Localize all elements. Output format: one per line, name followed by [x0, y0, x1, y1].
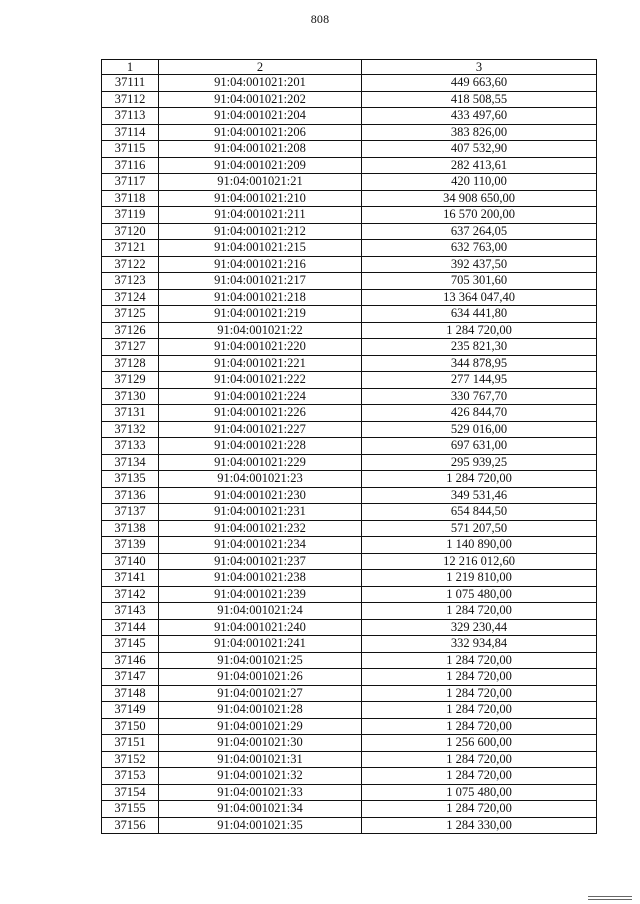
cadastral-value-cell: 1 075 480,00 — [362, 586, 597, 603]
table-row — [102, 355, 597, 372]
cadastral-value-cell: 1 140 890,00 — [362, 537, 597, 554]
table-row — [102, 735, 597, 752]
cadastral-value-cell: 392 437,50 — [362, 256, 597, 273]
row-index-cell: 37146 — [102, 652, 159, 669]
row-index-cell: 37132 — [102, 421, 159, 438]
cadastral-number-cell: 91:04:001021:35 — [159, 817, 362, 834]
row-index-cell: 37144 — [102, 619, 159, 636]
table-row — [102, 108, 597, 125]
cadastral-value-cell: 330 767,70 — [362, 388, 597, 405]
table-row — [102, 75, 597, 92]
row-index-cell: 37118 — [102, 190, 159, 207]
cadastral-value-cell: 1 284 720,00 — [362, 471, 597, 488]
row-index-cell: 37115 — [102, 141, 159, 158]
table-row — [102, 174, 597, 191]
row-index-cell: 37152 — [102, 751, 159, 768]
cadastral-number-cell: 91:04:001021:208 — [159, 141, 362, 158]
row-index-cell: 37151 — [102, 735, 159, 752]
cadastral-number-cell: 91:04:001021:211 — [159, 207, 362, 224]
cadastral-number-cell: 91:04:001021:27 — [159, 685, 362, 702]
table-row — [102, 570, 597, 587]
cadastral-number-cell: 91:04:001021:229 — [159, 454, 362, 471]
cadastral-value-cell: 1 219 810,00 — [362, 570, 597, 587]
row-index-cell: 37131 — [102, 405, 159, 422]
row-index-cell: 37143 — [102, 603, 159, 620]
table-row — [102, 669, 597, 686]
cadastral-number-cell: 91:04:001021:210 — [159, 190, 362, 207]
row-index-cell: 37134 — [102, 454, 159, 471]
table-row — [102, 702, 597, 719]
table-row — [102, 619, 597, 636]
cadastral-number-cell: 91:04:001021:222 — [159, 372, 362, 389]
cadastral-number-cell: 91:04:001021:31 — [159, 751, 362, 768]
table-row — [102, 768, 597, 785]
table-row — [102, 817, 597, 834]
cadastral-number-cell: 91:04:001021:22 — [159, 322, 362, 339]
row-index-cell: 37135 — [102, 471, 159, 488]
cadastral-value-cell: 332 934,84 — [362, 636, 597, 653]
row-index-cell: 37126 — [102, 322, 159, 339]
cadastral-number-cell: 91:04:001021:21 — [159, 174, 362, 191]
table-row — [102, 223, 597, 240]
row-index-cell: 37136 — [102, 487, 159, 504]
row-index-cell: 37140 — [102, 553, 159, 570]
row-index-cell: 37117 — [102, 174, 159, 191]
row-index-cell: 37142 — [102, 586, 159, 603]
table-row — [102, 652, 597, 669]
cadastral-number-cell: 91:04:001021:220 — [159, 339, 362, 356]
cadastral-value-cell: 16 570 200,00 — [362, 207, 597, 224]
row-index-cell: 37149 — [102, 702, 159, 719]
table-row — [102, 438, 597, 455]
cadastral-value-cell: 34 908 650,00 — [362, 190, 597, 207]
row-index-cell: 37137 — [102, 504, 159, 521]
cadastral-value-cell: 13 364 047,40 — [362, 289, 597, 306]
table-row — [102, 487, 597, 504]
row-index-cell: 37154 — [102, 784, 159, 801]
cadastral-number-cell: 91:04:001021:30 — [159, 735, 362, 752]
cadastral-number-cell: 91:04:001021:239 — [159, 586, 362, 603]
cadastral-value-cell: 529 016,00 — [362, 421, 597, 438]
row-index-cell: 37145 — [102, 636, 159, 653]
cadastral-number-cell: 91:04:001021:217 — [159, 273, 362, 290]
row-index-cell: 37129 — [102, 372, 159, 389]
table-row — [102, 801, 597, 818]
cadastral-value-cell: 632 763,00 — [362, 240, 597, 257]
cadastral-value-cell: 1 284 720,00 — [362, 768, 597, 785]
cadastral-number-cell: 91:04:001021:202 — [159, 91, 362, 108]
cadastral-value-cell: 637 264,05 — [362, 223, 597, 240]
cadastral-number-cell: 91:04:001021:29 — [159, 718, 362, 735]
row-index-cell: 37119 — [102, 207, 159, 224]
row-index-cell: 37122 — [102, 256, 159, 273]
cadastral-number-cell: 91:04:001021:26 — [159, 669, 362, 686]
cadastral-value-cell: 1 284 720,00 — [362, 685, 597, 702]
table-row — [102, 421, 597, 438]
row-index-cell: 37111 — [102, 75, 159, 92]
row-index-cell: 37148 — [102, 685, 159, 702]
table-row — [102, 339, 597, 356]
table-row — [102, 537, 597, 554]
column-header-index: 1 — [102, 60, 159, 75]
cadastral-number-cell: 91:04:001021:33 — [159, 784, 362, 801]
cadastral-number-cell: 91:04:001021:28 — [159, 702, 362, 719]
cadastral-value-cell: 344 878,95 — [362, 355, 597, 372]
table-row — [102, 784, 597, 801]
cadastral-value-cell: 449 663,60 — [362, 75, 597, 92]
cadastral-number-cell: 91:04:001021:23 — [159, 471, 362, 488]
table-row — [102, 91, 597, 108]
cadastral-value-cell: 697 631,00 — [362, 438, 597, 455]
row-index-cell: 37128 — [102, 355, 159, 372]
row-index-cell: 37141 — [102, 570, 159, 587]
table-header-row — [102, 60, 597, 75]
row-index-cell: 37116 — [102, 157, 159, 174]
row-index-cell: 37127 — [102, 339, 159, 356]
table-row — [102, 372, 597, 389]
cadastral-value-cell: 571 207,50 — [362, 520, 597, 537]
row-index-cell: 37147 — [102, 669, 159, 686]
table-row — [102, 454, 597, 471]
table-row — [102, 751, 597, 768]
row-index-cell: 37139 — [102, 537, 159, 554]
cadastral-value-cell: 349 531,46 — [362, 487, 597, 504]
cadastral-value-cell: 1 256 600,00 — [362, 735, 597, 752]
cadastral-value-cell: 1 284 720,00 — [362, 322, 597, 339]
cadastral-number-cell: 91:04:001021:25 — [159, 652, 362, 669]
cadastral-number-cell: 91:04:001021:226 — [159, 405, 362, 422]
table-row — [102, 273, 597, 290]
cadastral-value-cell: 418 508,55 — [362, 91, 597, 108]
cadastral-number-cell: 91:04:001021:228 — [159, 438, 362, 455]
table-row — [102, 306, 597, 323]
table-row — [102, 207, 597, 224]
row-index-cell: 37121 — [102, 240, 159, 257]
cadastral-value-cell: 1 284 720,00 — [362, 702, 597, 719]
table-row — [102, 157, 597, 174]
cadastral-value-cell: 1 284 720,00 — [362, 801, 597, 818]
row-index-cell: 37125 — [102, 306, 159, 323]
table-row — [102, 256, 597, 273]
cadastral-number-cell: 91:04:001021:221 — [159, 355, 362, 372]
cadastral-value-cell: 329 230,44 — [362, 619, 597, 636]
cadastral-number-cell: 91:04:001021:224 — [159, 388, 362, 405]
cadastral-value-cell: 383 826,00 — [362, 124, 597, 141]
cadastral-number-cell: 91:04:001021:34 — [159, 801, 362, 818]
table-row — [102, 718, 597, 735]
column-header-cadastral-number: 2 — [159, 60, 362, 75]
row-index-cell: 37138 — [102, 520, 159, 537]
row-index-cell: 37124 — [102, 289, 159, 306]
row-index-cell: 37123 — [102, 273, 159, 290]
table-row — [102, 471, 597, 488]
cadastral-number-cell: 91:04:001021:241 — [159, 636, 362, 653]
cadastral-value-cell: 407 532,90 — [362, 141, 597, 158]
footer-rule — [588, 894, 632, 900]
table-row — [102, 322, 597, 339]
cadastral-number-cell: 91:04:001021:24 — [159, 603, 362, 620]
cadastral-number-cell: 91:04:001021:231 — [159, 504, 362, 521]
row-index-cell: 37114 — [102, 124, 159, 141]
table-row — [102, 603, 597, 620]
cadastral-number-cell: 91:04:001021:209 — [159, 157, 362, 174]
table-row — [102, 190, 597, 207]
cadastral-number-cell: 91:04:001021:218 — [159, 289, 362, 306]
cadastral-number-cell: 91:04:001021:206 — [159, 124, 362, 141]
table-row — [102, 685, 597, 702]
table-row — [102, 388, 597, 405]
cadastral-value-cell: 433 497,60 — [362, 108, 597, 125]
cadastral-number-cell: 91:04:001021:232 — [159, 520, 362, 537]
cadastral-value-cell: 1 284 720,00 — [362, 652, 597, 669]
column-header-value: 3 — [362, 60, 597, 75]
cadastral-value-cell: 282 413,61 — [362, 157, 597, 174]
table-row — [102, 586, 597, 603]
cadastral-number-cell: 91:04:001021:204 — [159, 108, 362, 125]
cadastral-number-cell: 91:04:001021:234 — [159, 537, 362, 554]
cadastral-number-cell: 91:04:001021:215 — [159, 240, 362, 257]
cadastral-number-cell: 91:04:001021:238 — [159, 570, 362, 587]
cadastral-number-cell: 91:04:001021:219 — [159, 306, 362, 323]
cadastral-value-cell: 1 284 720,00 — [362, 751, 597, 768]
cadastral-value-cell: 705 301,60 — [362, 273, 597, 290]
cadastral-value-cell: 1 284 330,00 — [362, 817, 597, 834]
table-row — [102, 636, 597, 653]
row-index-cell: 37120 — [102, 223, 159, 240]
cadastral-number-cell: 91:04:001021:227 — [159, 421, 362, 438]
cadastral-number-cell: 91:04:001021:230 — [159, 487, 362, 504]
table-row — [102, 240, 597, 257]
cadastral-value-cell: 12 216 012,60 — [362, 553, 597, 570]
table-body — [102, 75, 597, 834]
cadastral-number-cell: 91:04:001021:216 — [159, 256, 362, 273]
table-row — [102, 520, 597, 537]
cadastral-value-cell: 634 441,80 — [362, 306, 597, 323]
cadastral-value-cell: 295 939,25 — [362, 454, 597, 471]
cadastral-number-cell: 91:04:001021:212 — [159, 223, 362, 240]
table-row — [102, 124, 597, 141]
table-row — [102, 553, 597, 570]
cadastral-number-cell: 91:04:001021:240 — [159, 619, 362, 636]
table-row — [102, 405, 597, 422]
row-index-cell: 37112 — [102, 91, 159, 108]
cadastral-value-table — [101, 59, 597, 834]
row-index-cell: 37130 — [102, 388, 159, 405]
cadastral-number-cell: 91:04:001021:32 — [159, 768, 362, 785]
cadastral-value-cell: 654 844,50 — [362, 504, 597, 521]
cadastral-value-cell: 426 844,70 — [362, 405, 597, 422]
row-index-cell: 37150 — [102, 718, 159, 735]
row-index-cell: 37156 — [102, 817, 159, 834]
cadastral-value-cell: 1 075 480,00 — [362, 784, 597, 801]
page-number: 808 — [310, 12, 330, 26]
cadastral-value-cell: 420 110,00 — [362, 174, 597, 191]
cadastral-value-cell: 277 144,95 — [362, 372, 597, 389]
table-row — [102, 504, 597, 521]
cadastral-number-cell: 91:04:001021:201 — [159, 75, 362, 92]
table-row — [102, 141, 597, 158]
row-index-cell: 37153 — [102, 768, 159, 785]
cadastral-value-cell: 235 821,30 — [362, 339, 597, 356]
row-index-cell: 37113 — [102, 108, 159, 125]
row-index-cell: 37155 — [102, 801, 159, 818]
cadastral-value-cell: 1 284 720,00 — [362, 669, 597, 686]
row-index-cell: 37133 — [102, 438, 159, 455]
cadastral-number-cell: 91:04:001021:237 — [159, 553, 362, 570]
cadastral-value-cell: 1 284 720,00 — [362, 718, 597, 735]
table-row — [102, 289, 597, 306]
cadastral-value-cell: 1 284 720,00 — [362, 603, 597, 620]
